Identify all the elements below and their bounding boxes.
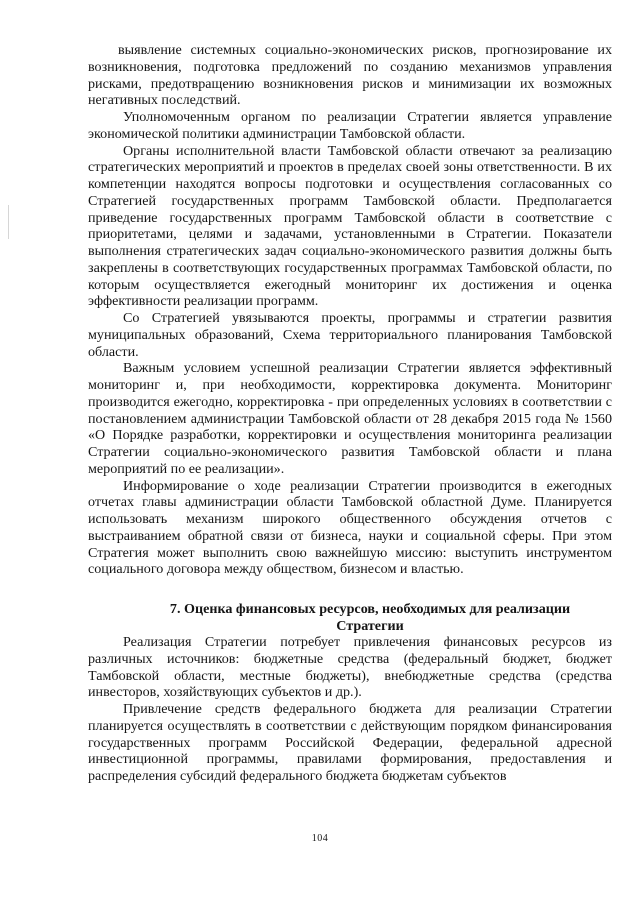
section-heading-line-2: Стратегии [336, 617, 404, 634]
paragraph-authorized-body: Уполномоченным органом по реализации Стратегии является управление экономической политики администрации Тамбовской области. [88, 109, 612, 142]
page-number: 104 [311, 833, 329, 844]
paragraph-monitoring: Важным условием успешной реализации Стратегии является эффективный мониторинг и, при необходимости, корректировка документа. Мониторинг производится ежегодно, корректировка - при определенных условиях в соответствии с постановлением администрации Тамбовской области от 28 декабря 2015 года № 1560 «О Порядке разработки, корректировки и осуществления мониторинга реализации Стратегии социально-экономического развития Тамбовской области и плана мероприятий по ее реализации». [88, 360, 612, 477]
scan-margin-mark [8, 205, 9, 239]
paragraph-financial-sources: Реализация Стратегии потребует привлечения финансовых ресурсов из различных источников: бюджетные средства (федеральный бюджет, бюджет Тамбовской области, местные бюджеты), внебюджетные средства (средства инвесторов, хозяйствующих субъектов и др.). [88, 634, 612, 701]
section-heading-line-1: 7. Оценка финансовых ресурсов, необходимых для реализации [169, 601, 571, 617]
section-gap [88, 578, 612, 601]
paragraph-federal-budget: Привлечение средств федерального бюджета для реализации Стратегии планируется осуществлять в соответствии с действующим порядком финансирования государственных программ Российской Федерации, федеральной адресной инвестиционной программы, правилами формирования, предоставления и распределения субсидий федерального бюджета бюджетам субъектов [88, 701, 612, 784]
paragraph-executive-bodies: Органы исполнительной власти Тамбовской области отвечают за реализацию стратегических мероприятий и проектов в пределах своей зоны ответственности. В их компетенции находятся вопросы подготовки и осуществления согласованных со Стратегией государственных программ Тамбовской области. Предполагается приведение государственных программ Тамбовской области в соответствие с приоритетами, целями и задачами, установленными в Стратегии. Показатели выполнения стратегических задач социально-экономического развития должны быть закреплены в соответствующих государственных программах Тамбовской области, по которым осуществляется ежегодный мониторинг их достижения и оценка эффективности реализации программ. [88, 142, 612, 310]
section-heading [88, 601, 612, 634]
document-body [88, 42, 612, 785]
paragraph-municipal-linkage: Со Стратегией увязываются проекты, программы и стратегии развития муниципальных образований, Схема территориального планирования Тамбовской области. [88, 310, 612, 360]
paragraph-risks: выявление системных социально-экономических рисков, прогнозирование их возникновения, подготовка предложений по созданию механизмов управления рисками, предотвращению возникновения рисков и минимизации их возможных негативных последствий. [88, 42, 612, 109]
paragraph-informing: Информирование о ходе реализации Стратегии производится в ежегодных отчетах главы администрации области Тамбовской областной Думе. Планируется использовать механизм широкого общественного обсуждения отчетов с выстраиванием обратной связи от бизнеса, науки и социальной сферы. При этом Стратегия может выполнить свою важнейшую миссию: выступить инструментом социального договора между обществом, бизнесом и властью. [88, 477, 612, 578]
